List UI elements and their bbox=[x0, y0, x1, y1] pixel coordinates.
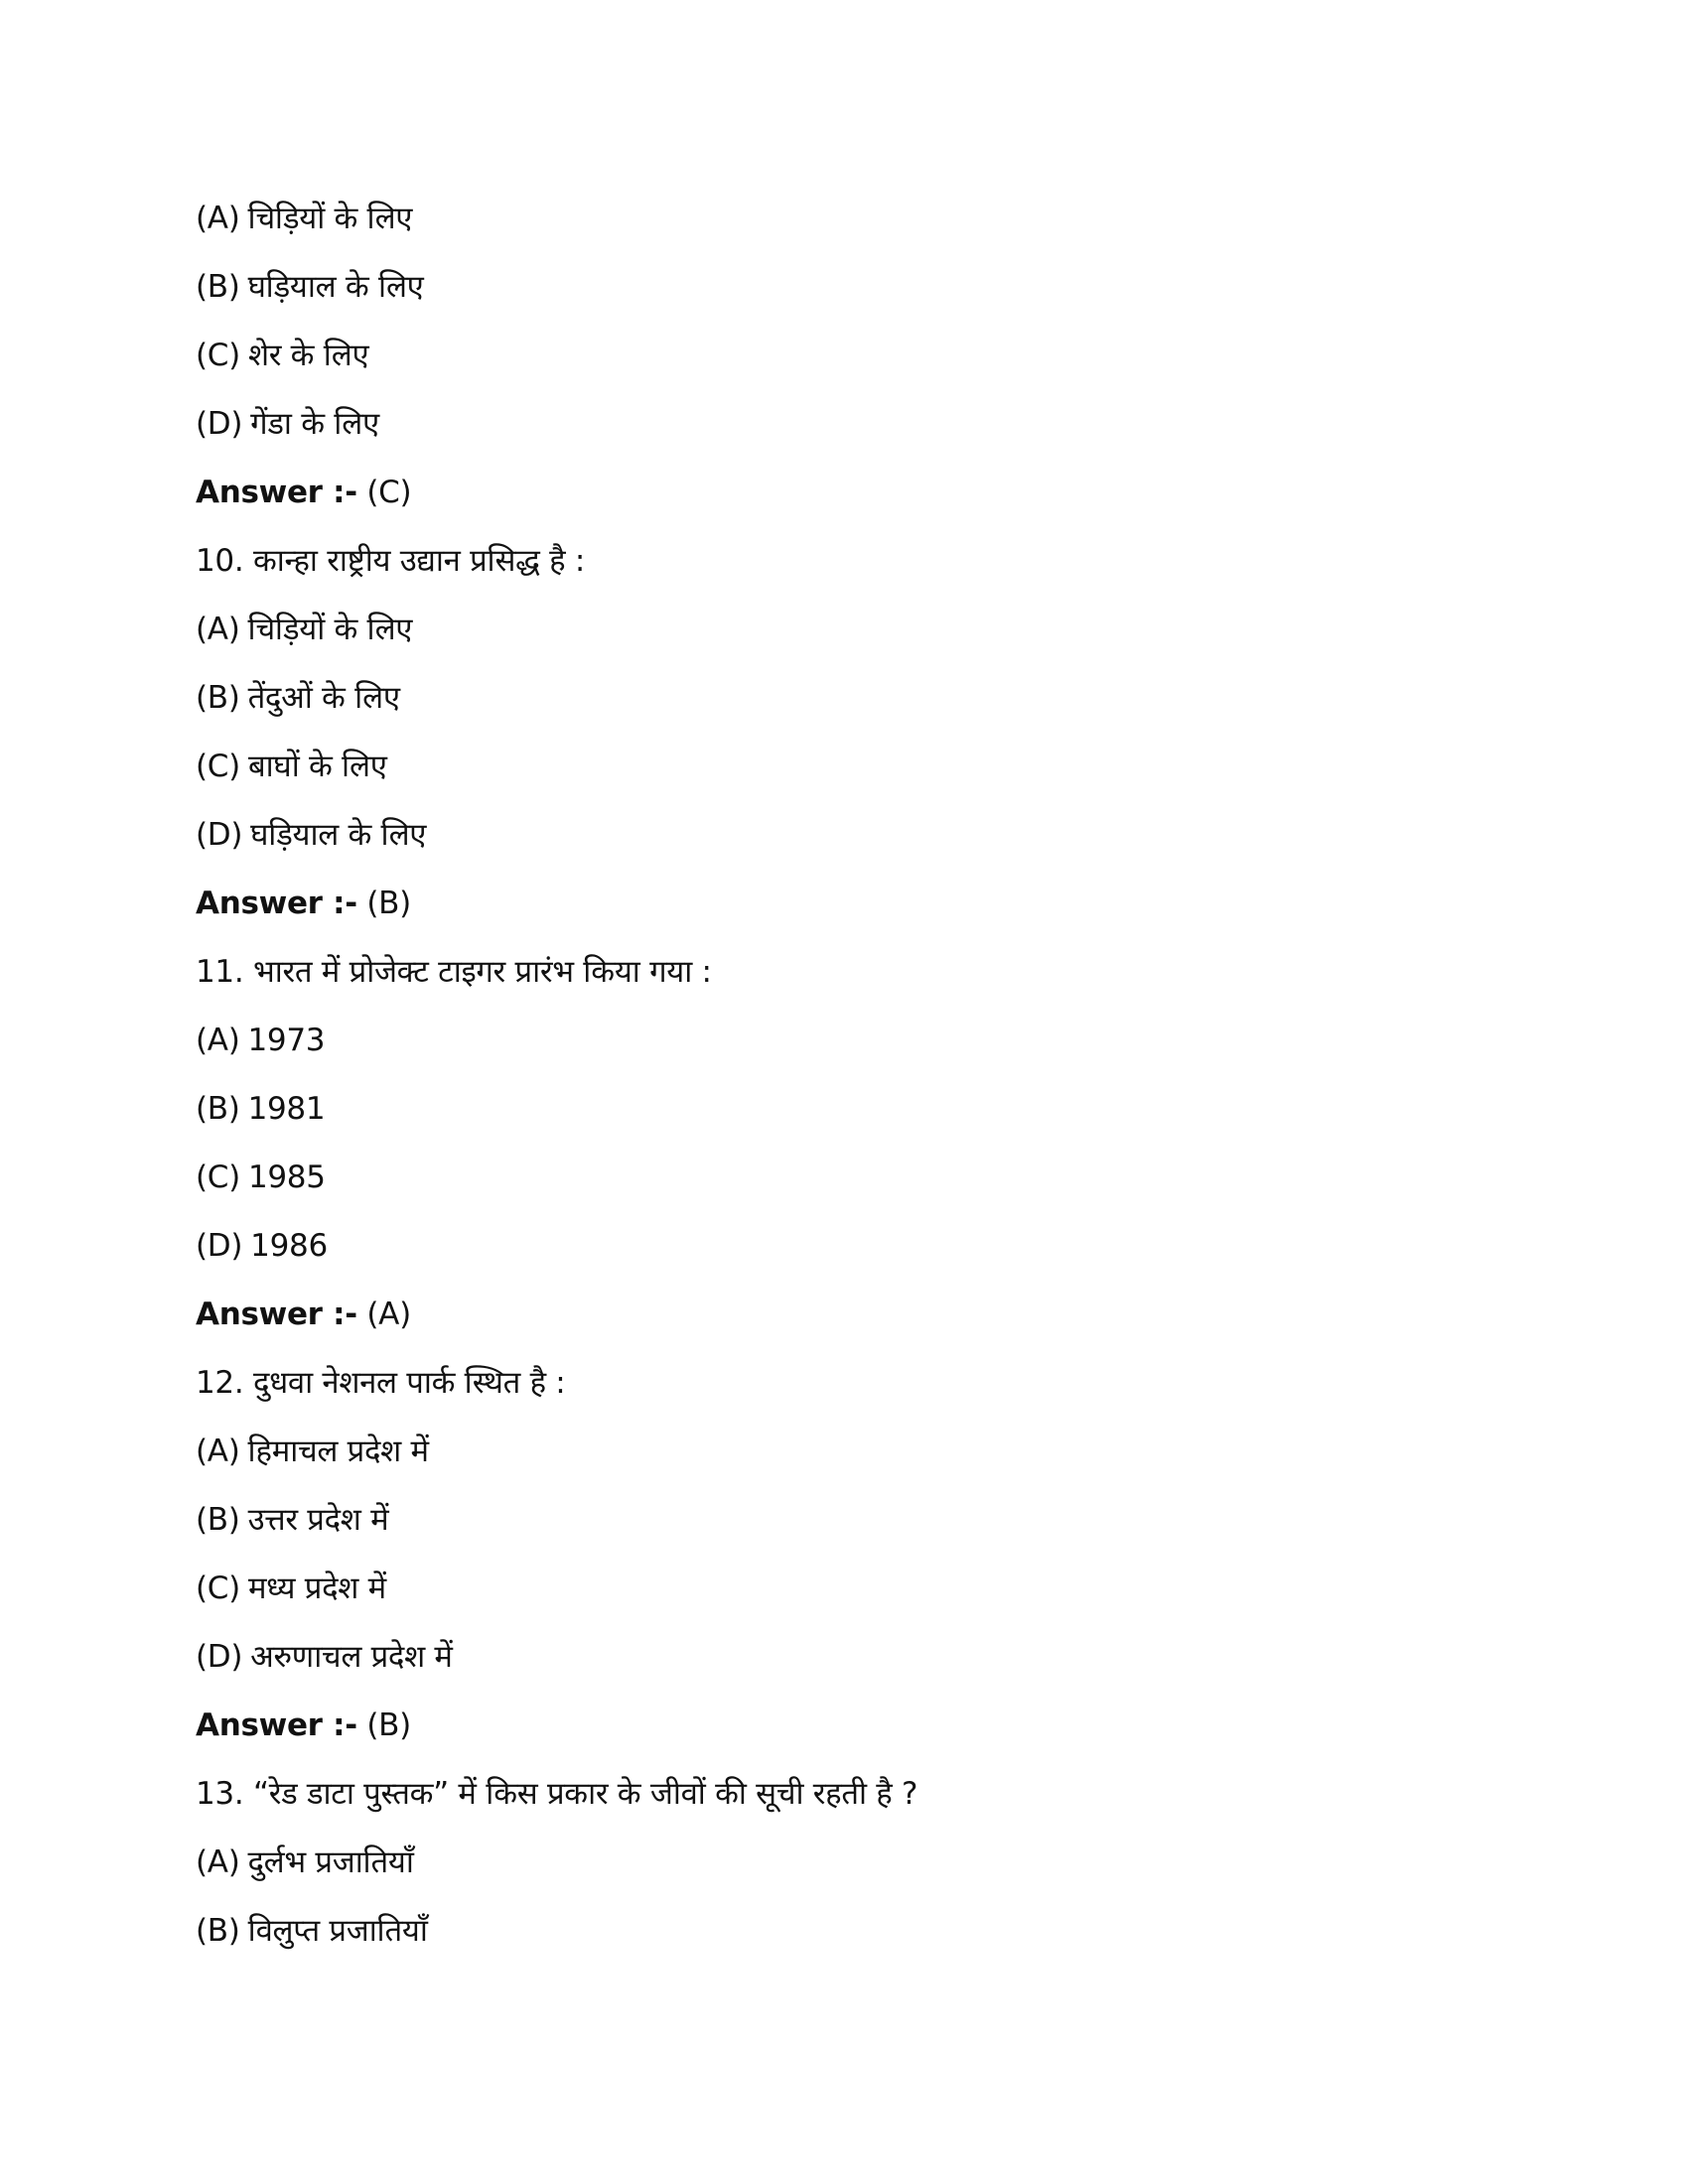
option-letter: (B) bbox=[196, 680, 240, 716]
option-c bbox=[196, 737, 1486, 805]
option-a bbox=[196, 1422, 1486, 1490]
answer-value: (C) bbox=[366, 475, 412, 510]
option-c bbox=[196, 1559, 1486, 1627]
answer-label: Answer :- bbox=[196, 1707, 357, 1743]
option-text: उत्तर प्रदेश में bbox=[247, 1502, 389, 1538]
option-letter: (A) bbox=[196, 1023, 240, 1058]
option-b bbox=[196, 1490, 1486, 1559]
answer-line bbox=[196, 1696, 1486, 1764]
answer-line bbox=[196, 463, 1486, 531]
option-letter: (C) bbox=[196, 749, 240, 784]
question-number: 12. bbox=[196, 1365, 244, 1401]
option-text: घड़ियाल के लिए bbox=[250, 817, 427, 853]
answer-label: Answer :- bbox=[196, 475, 357, 510]
option-b bbox=[196, 257, 1486, 326]
option-b bbox=[196, 1901, 1486, 1970]
option-letter: (C) bbox=[196, 1160, 240, 1195]
option-letter: (A) bbox=[196, 1433, 240, 1469]
document-page bbox=[196, 189, 1486, 1970]
question-13 bbox=[196, 1764, 1486, 1833]
question-text: दुधवा नेशनल पार्क स्थित है : bbox=[252, 1365, 566, 1401]
option-letter: (D) bbox=[196, 406, 243, 442]
option-text: 1985 bbox=[247, 1160, 326, 1195]
question-11 bbox=[196, 942, 1486, 1011]
option-letter: (A) bbox=[196, 201, 240, 236]
option-text: गेंडा के लिए bbox=[250, 406, 379, 442]
question-number: 13. bbox=[196, 1776, 244, 1812]
answer-label: Answer :- bbox=[196, 1297, 357, 1332]
option-text: 1986 bbox=[250, 1228, 328, 1264]
option-text: हिमाचल प्रदेश में bbox=[247, 1433, 429, 1469]
option-a bbox=[196, 1011, 1486, 1079]
option-letter: (A) bbox=[196, 1844, 240, 1880]
option-d bbox=[196, 1627, 1486, 1696]
option-text: शेर के लिए bbox=[247, 338, 369, 373]
answer-line bbox=[196, 874, 1486, 942]
answer-value: (B) bbox=[366, 886, 411, 921]
question-number: 10. bbox=[196, 543, 244, 579]
option-c bbox=[196, 1148, 1486, 1216]
answer-label: Answer :- bbox=[196, 886, 357, 921]
question-10 bbox=[196, 531, 1486, 600]
option-letter: (D) bbox=[196, 817, 243, 853]
question-text: भारत में प्रोजेक्ट टाइगर प्रारंभ किया गया : bbox=[252, 954, 712, 990]
answer-line bbox=[196, 1285, 1486, 1353]
option-letter: (B) bbox=[196, 1913, 240, 1949]
option-letter: (C) bbox=[196, 1570, 240, 1606]
option-a bbox=[196, 189, 1486, 257]
option-a bbox=[196, 600, 1486, 668]
answer-value: (A) bbox=[366, 1297, 411, 1332]
option-d bbox=[196, 394, 1486, 463]
option-c bbox=[196, 326, 1486, 394]
option-text: विलुप्त प्रजातियाँ bbox=[247, 1913, 428, 1949]
option-letter: (B) bbox=[196, 1502, 240, 1538]
option-text: मध्य प्रदेश में bbox=[247, 1570, 386, 1606]
option-text: बाघों के लिए bbox=[247, 749, 387, 784]
option-text: चिड़ियों के लिए bbox=[247, 612, 413, 647]
option-text: दुर्लभ प्रजातियाँ bbox=[247, 1844, 414, 1880]
question-12 bbox=[196, 1353, 1486, 1422]
question-text: “रेड डाटा पुस्तक” में किस प्रकार के जीवों की सूची रहती है ? bbox=[252, 1776, 918, 1812]
option-letter: (B) bbox=[196, 1091, 240, 1127]
option-text: घड़ियाल के लिए bbox=[247, 269, 424, 305]
option-text: चिड़ियों के लिए bbox=[247, 201, 413, 236]
option-letter: (B) bbox=[196, 269, 240, 305]
option-text: 1981 bbox=[247, 1091, 326, 1127]
option-b bbox=[196, 1079, 1486, 1148]
answer-value: (B) bbox=[366, 1707, 411, 1743]
option-d bbox=[196, 805, 1486, 874]
option-a bbox=[196, 1833, 1486, 1901]
option-text: अरुणाचल प्रदेश में bbox=[250, 1639, 453, 1675]
option-b bbox=[196, 668, 1486, 737]
option-letter: (D) bbox=[196, 1228, 243, 1264]
option-d bbox=[196, 1216, 1486, 1285]
option-text: तेंदुओं के लिए bbox=[247, 680, 400, 716]
option-letter: (C) bbox=[196, 338, 240, 373]
option-text: 1973 bbox=[247, 1023, 326, 1058]
option-letter: (D) bbox=[196, 1639, 243, 1675]
option-letter: (A) bbox=[196, 612, 240, 647]
question-number: 11. bbox=[196, 954, 244, 990]
question-text: कान्हा राष्ट्रीय उद्यान प्रसिद्ध है : bbox=[252, 543, 586, 579]
